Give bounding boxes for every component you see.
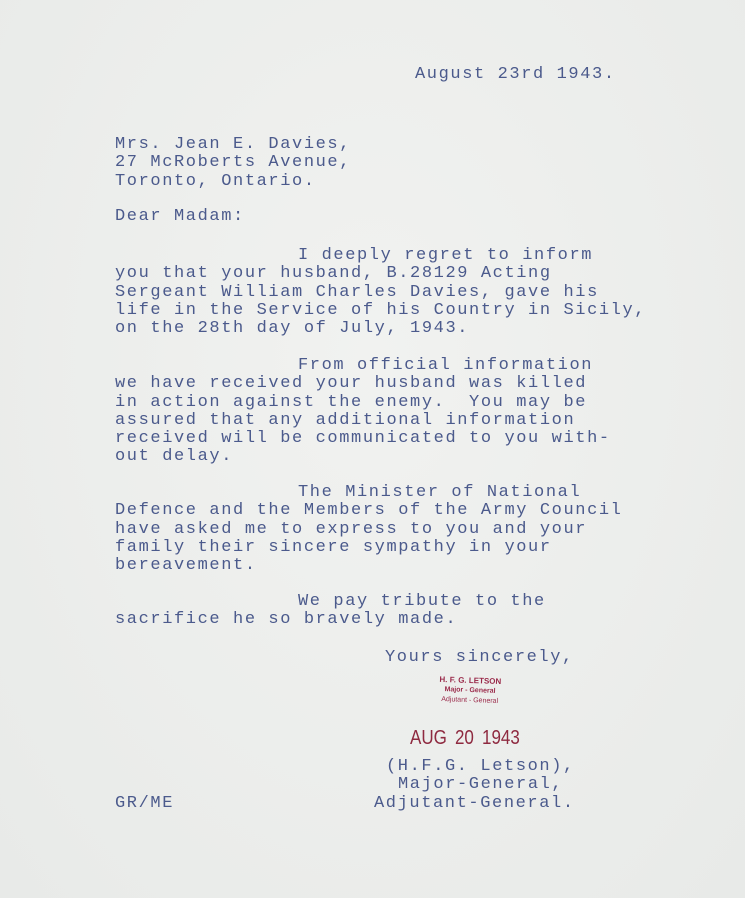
text-line: From official information [298,356,594,375]
text-line: assured that any additional information [115,410,576,430]
address-line: Mrs. Jean E. Davies, [115,135,352,154]
paragraph-1 [115,247,646,338]
stamp-rank: Major - General [444,686,496,695]
text-line: have asked me to express to you and your [115,519,588,539]
text-line: we have received your husband was killed [115,374,588,394]
date-stamp: AUG 20 1943 [410,727,520,749]
text-line: life in the Service of his Country in Sicily, [115,300,647,320]
text-line: bereavement. [115,556,257,576]
text-line: received will be communicated to you with- [115,429,611,449]
text-line: Defence and the Members of the Army Council [115,501,623,521]
text-line: on the 28th day of July, 1943. [115,319,470,339]
signatory-title: Adjutant-General. [374,793,575,813]
text-line: We pay tribute to the [298,592,546,611]
closing: Yours sincerely, [385,648,574,667]
text-line: sacrifice he so bravely made. [115,610,458,630]
letter-date: August 23rd 1943. [415,65,616,84]
salutation: Dear Madam: [115,207,245,226]
paragraph-2 [115,357,611,467]
signature-block [374,758,575,813]
reference-initials: GR/ME [115,794,175,813]
recipient-address [115,136,351,191]
address-line: 27 McRoberts Avenue, [115,153,352,173]
text-line: Sergeant William Charles Davies, gave his [115,282,599,302]
text-line: The Minister of National [298,483,582,502]
signatory-name: (H.F.G. Letson), [386,757,575,776]
signatory-rank: Major-General, [398,775,564,795]
stamp-name: H. F. G. LETSON [439,674,502,687]
paragraph-3 [115,484,622,575]
text-line: out delay. [115,447,234,467]
text-line: family their sincere sympathy in your [115,537,552,557]
text-line: I deeply regret to inform [298,246,594,265]
address-line: Toronto, Ontario. [115,171,316,191]
paragraph-4 [115,593,546,630]
text-line: in action against the enemy. You may be [115,392,588,412]
stamp-title: Adjutant - General [441,696,499,705]
text-line: you that your husband, B.28129 Acting [115,264,552,284]
signature-stamp [420,674,521,707]
